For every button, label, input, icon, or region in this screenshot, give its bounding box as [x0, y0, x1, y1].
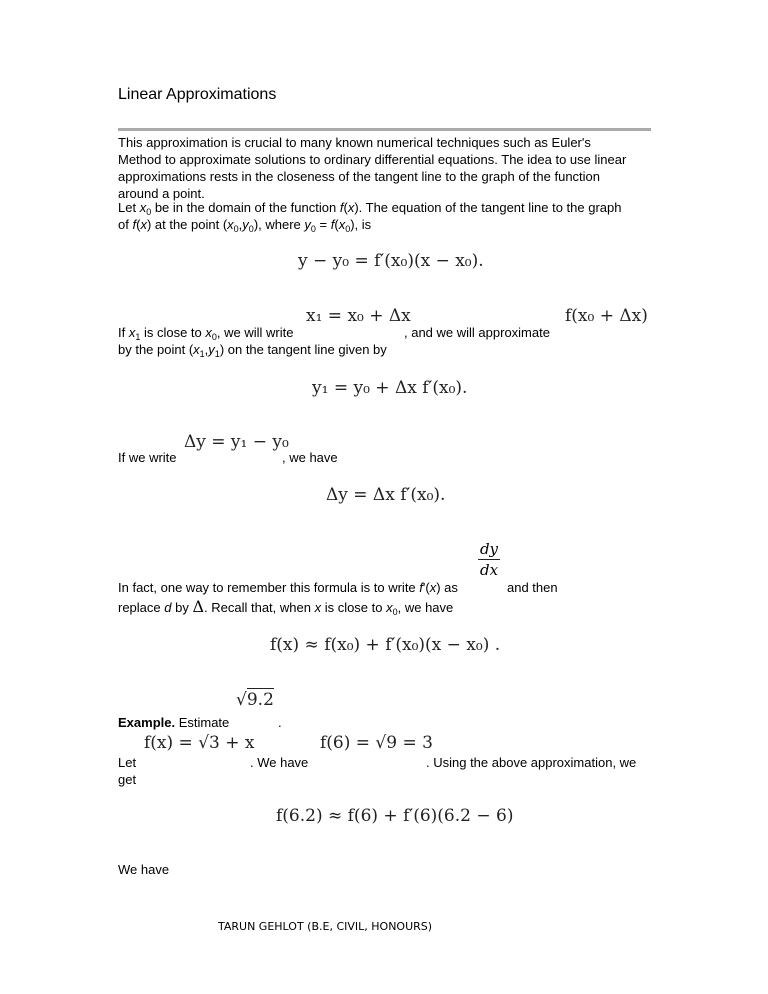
sqrt-radicand: 9.2 — [246, 690, 274, 710]
equation-f-of-6: f(6) = √9 = 3 — [320, 733, 433, 753]
example-period: . — [278, 715, 282, 730]
para3-line2: by the point $(x_1,y_1)$ on the tangent line given by — [118, 342, 387, 359]
para1-line1: This approximation is crucial to many known numerical techniques such as Euler's — [118, 135, 591, 150]
para4-end: , we have — [282, 450, 338, 465]
fraction-denominator: dx — [479, 561, 499, 579]
para1-line4: around a point. — [118, 186, 205, 201]
para6-we-have: . We have — [250, 755, 309, 770]
sqrt-9-2: √9.2 — [236, 690, 274, 710]
equation-delta-y: Δy = y₁ − y₀ — [184, 432, 289, 452]
para4-start: If we write — [118, 450, 177, 465]
example-line: Example. Estimate — [118, 715, 230, 730]
para1-line3: approximations rests in the closeness of the tangent line to the graph of the function — [118, 169, 601, 184]
equation-delta-y-approx: Δy = Δx f′(x₀). — [326, 485, 446, 505]
para6-get: get — [118, 772, 137, 787]
page-title: Linear Approximations — [118, 86, 277, 103]
equation-f-6-2: f(6.2) ≈ f(6) + f′(6)(6.2 − 6) — [276, 806, 514, 826]
para3-line1-end: , and we will approximate — [404, 325, 550, 340]
equation-y1: y₁ = y₀ + Δx f′(x₀). — [312, 378, 468, 398]
fraction-numerator: dy — [479, 540, 499, 558]
para3-line1-start: If $x_1$ is close to $x_0$, we will write — [118, 325, 294, 342]
equation-f-x0-plus-dx: f(x₀ + Δx) — [565, 306, 648, 326]
equation-x1: x₁ = x₀ + Δx — [306, 306, 411, 326]
fraction-bar — [478, 559, 500, 560]
para2-line2: of f(x) at the point $(x_0,y_0)$, where $y_0 = f(x_0)$, is — [118, 217, 372, 234]
para1-line2: Method to approximate solutions to ordinary differential equations. The idea to use linear — [118, 152, 627, 167]
equation-linear-approx: f(x) ≈ f(x₀) + f′(x₀)(x − x₀) . — [270, 635, 501, 655]
para2-line1: Let $x_0$ be in the domain of the function f(x). The equation of the tangent line to the graph — [118, 200, 622, 217]
para6-using: . Using the above approximation, we — [426, 755, 637, 770]
para5-line2: replace d by Δ. Recall that, when x is close to $x_0$, we have — [118, 597, 454, 617]
equation-f-of-x: f(x) = √3 + x — [144, 733, 255, 753]
title-divider — [118, 128, 651, 131]
para5-line1-end: and then — [507, 580, 558, 595]
para7: We have — [118, 862, 170, 877]
para6-let: Let — [118, 755, 137, 770]
page-footer: TARUN GEHLOT (B.E, CIVIL, HONOURS) — [218, 920, 433, 933]
para5-line1-start: In fact, one way to remember this formula is to write f'(x) as — [118, 580, 458, 595]
equation-tangent-line: y − y₀ = f′(x₀)(x − x₀). — [298, 251, 484, 271]
fraction-dy-dx — [478, 540, 500, 579]
example-label: Example. — [118, 715, 176, 730]
